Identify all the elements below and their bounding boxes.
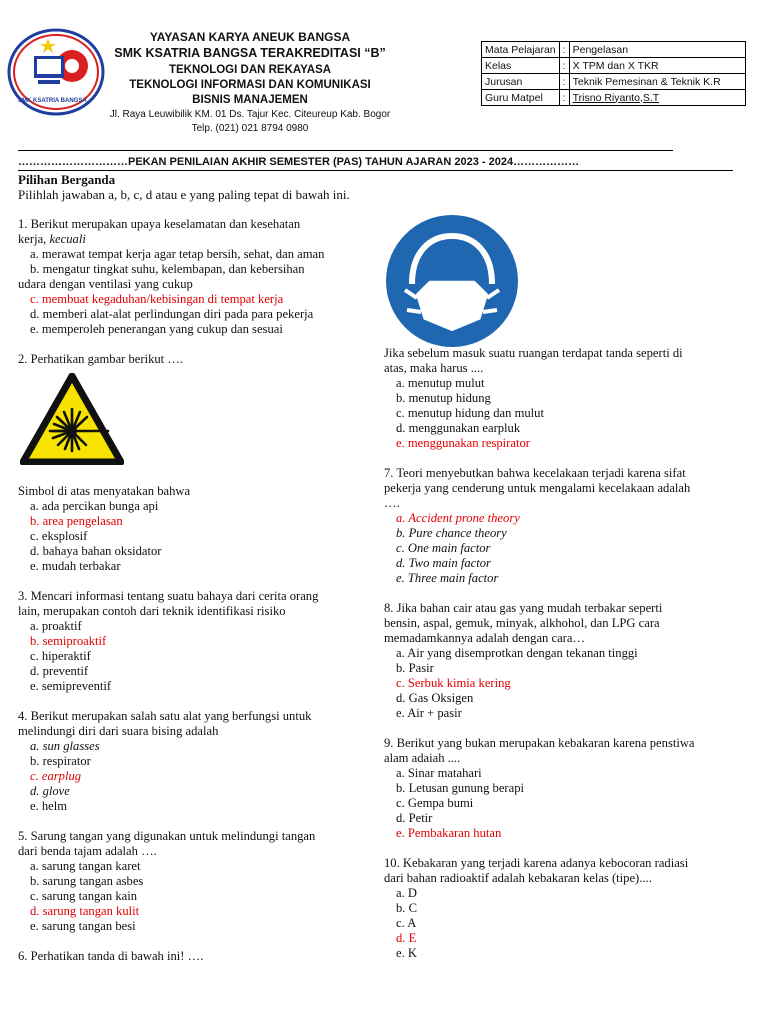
info-value: Pengelasan bbox=[569, 42, 745, 58]
question-10 bbox=[384, 856, 754, 961]
question-text: Jika sebelum masuk suatu ruangan terdapat tanda seperti di bbox=[384, 346, 683, 360]
section-title: Pilihan Berganda bbox=[18, 172, 116, 187]
info-label: Mata Pelajaran bbox=[482, 42, 560, 58]
info-label: Guru Matpel bbox=[482, 90, 560, 106]
question-text: dari benda tajam adalah …. bbox=[18, 844, 157, 858]
option[interactable]: c. Gempa bumi bbox=[396, 796, 474, 810]
question-2 bbox=[18, 352, 368, 574]
option[interactable]: e. sarung tangan besi bbox=[30, 919, 136, 933]
question-emphasis: kecuali bbox=[49, 232, 86, 246]
option[interactable]: c. sarung tangan kain bbox=[30, 889, 138, 903]
question-1 bbox=[18, 217, 368, 337]
question-text: …. bbox=[384, 496, 400, 510]
option-wrap: udara dengan ventilasi yang cukup bbox=[18, 277, 193, 291]
school-name: SMK KSATRIA BANGSA TERAKREDITASI “B” bbox=[114, 46, 386, 60]
option[interactable]: a. sun glasses bbox=[30, 739, 100, 753]
question-text bbox=[18, 232, 368, 247]
program-3: BISNIS MANAJEMEN bbox=[192, 94, 308, 106]
option[interactable]: a. menutup mulut bbox=[396, 376, 485, 390]
question-text: melindungi diri dari suara bising adalah bbox=[18, 724, 219, 738]
option[interactable]: c. menutup hidung dan mulut bbox=[396, 406, 544, 420]
question-text: 6. Perhatikan tanda di bawah ini! …. bbox=[18, 949, 204, 963]
option[interactable]: e. mudah terbakar bbox=[30, 559, 121, 573]
right-column bbox=[384, 346, 754, 961]
option[interactable]: d. glove bbox=[30, 784, 70, 798]
question-text: lain, merupakan contoh dari teknik identifikasi risiko bbox=[18, 604, 286, 618]
info-sep: : bbox=[559, 42, 569, 58]
info-label: Kelas bbox=[482, 58, 560, 74]
question-text: alam adaiah .... bbox=[384, 751, 461, 765]
question-text-part: kerja, bbox=[18, 232, 50, 246]
question-text: atas, maka harus .... bbox=[384, 361, 484, 375]
info-sep: : bbox=[559, 58, 569, 74]
info-value: Teknik Pemesinan & Teknik K.R bbox=[569, 74, 745, 90]
option[interactable]: b. C bbox=[396, 901, 417, 915]
question-text: 10. Kebakaran yang terjadi karena adanya kebocoran radiasi bbox=[384, 856, 689, 870]
laser-warning-icon bbox=[20, 373, 124, 465]
question-6-body bbox=[384, 346, 754, 451]
option-answer[interactable]: b. area pengelasan bbox=[30, 514, 123, 528]
option[interactable]: a. Air yang disemprotkan dengan tekanan tinggi bbox=[396, 646, 638, 660]
question-caption: Simbol di atas menyatakan bahwa bbox=[18, 484, 191, 498]
school-logo-icon bbox=[6, 28, 106, 118]
info-sep: : bbox=[559, 74, 569, 90]
option[interactable]: a. Sinar matahari bbox=[396, 766, 482, 780]
option-answer[interactable]: c. membuat kegaduhan/kebisingan di tempat kerja bbox=[30, 292, 284, 306]
left-column bbox=[18, 217, 368, 964]
info-row bbox=[482, 74, 746, 90]
option[interactable]: e. memperoleh penerangan yang cukup dan sesuai bbox=[30, 322, 283, 336]
question-text: 8. Jika bahan cair atau gas yang mudah terbakar seperti bbox=[384, 601, 663, 615]
option-answer[interactable]: a. Accident prone theory bbox=[396, 511, 520, 525]
foundation-name: YAYASAN KARYA ANEUK BANGSA bbox=[149, 30, 351, 44]
title-rule bbox=[18, 170, 733, 171]
question-text: 7. Teori menyebutkan bahwa kecelakaan terjadi karena sifat bbox=[384, 466, 686, 480]
option[interactable]: c. hiperaktif bbox=[30, 649, 91, 663]
option[interactable]: e. Air + pasir bbox=[396, 706, 462, 720]
info-row bbox=[482, 58, 746, 74]
option[interactable]: e. Three main factor bbox=[396, 571, 499, 585]
school-phone: Telp. (021) 021 8794 0980 bbox=[191, 123, 309, 134]
option[interactable]: b. respirator bbox=[30, 754, 91, 768]
question-text: 3. Mencari informasi tentang suatu bahaya dari cerita orang bbox=[18, 589, 319, 603]
question-text: bensin, aspal, gemuk, minyak, alkhohol, dan LPG cara bbox=[384, 616, 660, 630]
header-rule bbox=[18, 150, 673, 151]
option[interactable]: b. Letusan gunung berapi bbox=[396, 781, 525, 795]
question-text: 5. Sarung tangan yang digunakan untuk melindungi tangan bbox=[18, 829, 316, 843]
section-instruction: Pilihlah jawaban a, b, c, d atau e yang paling tepat di bawah ini. bbox=[18, 187, 350, 202]
question-text: dari bahan radioaktif adalah kebakaran kelas (tipe).... bbox=[384, 871, 652, 885]
option[interactable]: a. D bbox=[396, 886, 417, 900]
question-text: 4. Berikut merupakan salah satu alat yang berfungsi untuk bbox=[18, 709, 312, 723]
option[interactable]: d. Gas Oksigen bbox=[396, 691, 474, 705]
exam-title: …………………………PEKAN PENILAIAN AKHIR SEMESTER (PAS) TAHUN AJARAN 2023 - 2024……………… bbox=[18, 156, 580, 168]
question-text: 1. Berikut merupakan upaya keselamatan dan kesehatan bbox=[18, 217, 301, 231]
question-8 bbox=[384, 601, 754, 721]
option[interactable]: b. Pasir bbox=[396, 661, 434, 675]
info-row bbox=[482, 42, 746, 58]
option[interactable]: d. Two main factor bbox=[396, 556, 491, 570]
question-6 bbox=[18, 949, 368, 964]
option[interactable]: b. mengatur tingkat suhu, kelembapan, dan kebersihan bbox=[30, 262, 305, 276]
logo-text: SMK KSATRIA BANGSA bbox=[18, 98, 87, 104]
subject-info-table bbox=[481, 41, 746, 106]
option[interactable]: b. sarung tangan asbes bbox=[30, 874, 144, 888]
question-4 bbox=[18, 709, 368, 814]
option[interactable]: e. helm bbox=[30, 799, 68, 813]
option[interactable]: e. K bbox=[396, 946, 417, 960]
question-7 bbox=[384, 466, 754, 586]
question-9 bbox=[384, 736, 754, 841]
option[interactable]: d. Petir bbox=[396, 811, 433, 825]
option[interactable]: d. menggunakan earpluk bbox=[396, 421, 521, 435]
option-answer[interactable]: e. menggunakan respirator bbox=[396, 436, 530, 450]
info-label: Jurusan bbox=[482, 74, 560, 90]
respirator-mask-icon bbox=[385, 214, 519, 348]
question-text: 2. Perhatikan gambar berikut …. bbox=[18, 352, 184, 366]
option[interactable]: a. ada percikan bunga api bbox=[30, 499, 159, 513]
option-answer[interactable]: b. semiproaktif bbox=[30, 634, 107, 648]
option-answer[interactable]: c. Serbuk kimia kering bbox=[396, 676, 511, 690]
option[interactable]: a. proaktif bbox=[30, 619, 82, 633]
option[interactable]: a. sarung tangan karet bbox=[30, 859, 141, 873]
question-text: memadamkannya adalah dengan cara… bbox=[384, 631, 586, 645]
option[interactable]: c. A bbox=[396, 916, 417, 930]
option[interactable]: c. One main factor bbox=[396, 541, 491, 555]
option[interactable]: b. menutup hidung bbox=[396, 391, 491, 405]
option-answer[interactable]: d. sarung tangan kulit bbox=[30, 904, 140, 918]
option[interactable]: d. memberi alat-alat perlindungan diri pada para pekerja bbox=[30, 307, 314, 321]
option[interactable]: d. preventif bbox=[30, 664, 89, 678]
option-answer[interactable]: e. Pembakaran hutan bbox=[396, 826, 502, 840]
info-sep: : bbox=[559, 90, 569, 106]
info-value: X TPM dan X TKR bbox=[569, 58, 745, 74]
school-address: Jl. Raya Leuwibilik KM. 01 Ds. Tajur Kec. Citeureup Kab. Bogor bbox=[109, 109, 391, 120]
question-5 bbox=[18, 829, 368, 934]
option[interactable]: d. bahaya bahan oksidator bbox=[30, 544, 162, 558]
option[interactable]: c. eksplosif bbox=[30, 529, 88, 543]
question-text: 9. Berikut yang bukan merupakan kebakaran karena penstiwa bbox=[384, 736, 695, 750]
option-answer[interactable]: c. earplug bbox=[30, 769, 82, 783]
question-text: pekerja yang cenderung untuk mengalami kecelakaan adalah bbox=[384, 481, 691, 495]
option[interactable]: b. Pure chance theory bbox=[396, 526, 507, 540]
option-answer[interactable]: d. E bbox=[396, 931, 417, 945]
option[interactable]: e. semipreventif bbox=[30, 679, 112, 693]
program-2: TEKNOLOGI INFORMASI DAN KOMUNIKASI bbox=[129, 79, 371, 91]
program-1: TEKNOLOGI DAN REKAYASA bbox=[168, 64, 332, 76]
info-value: Trisno Riyanto,S.T bbox=[569, 90, 745, 106]
option[interactable]: a. merawat tempat kerja agar tetap bersih, sehat, dan aman bbox=[30, 247, 325, 261]
question-3 bbox=[18, 589, 368, 694]
info-row bbox=[482, 90, 746, 106]
